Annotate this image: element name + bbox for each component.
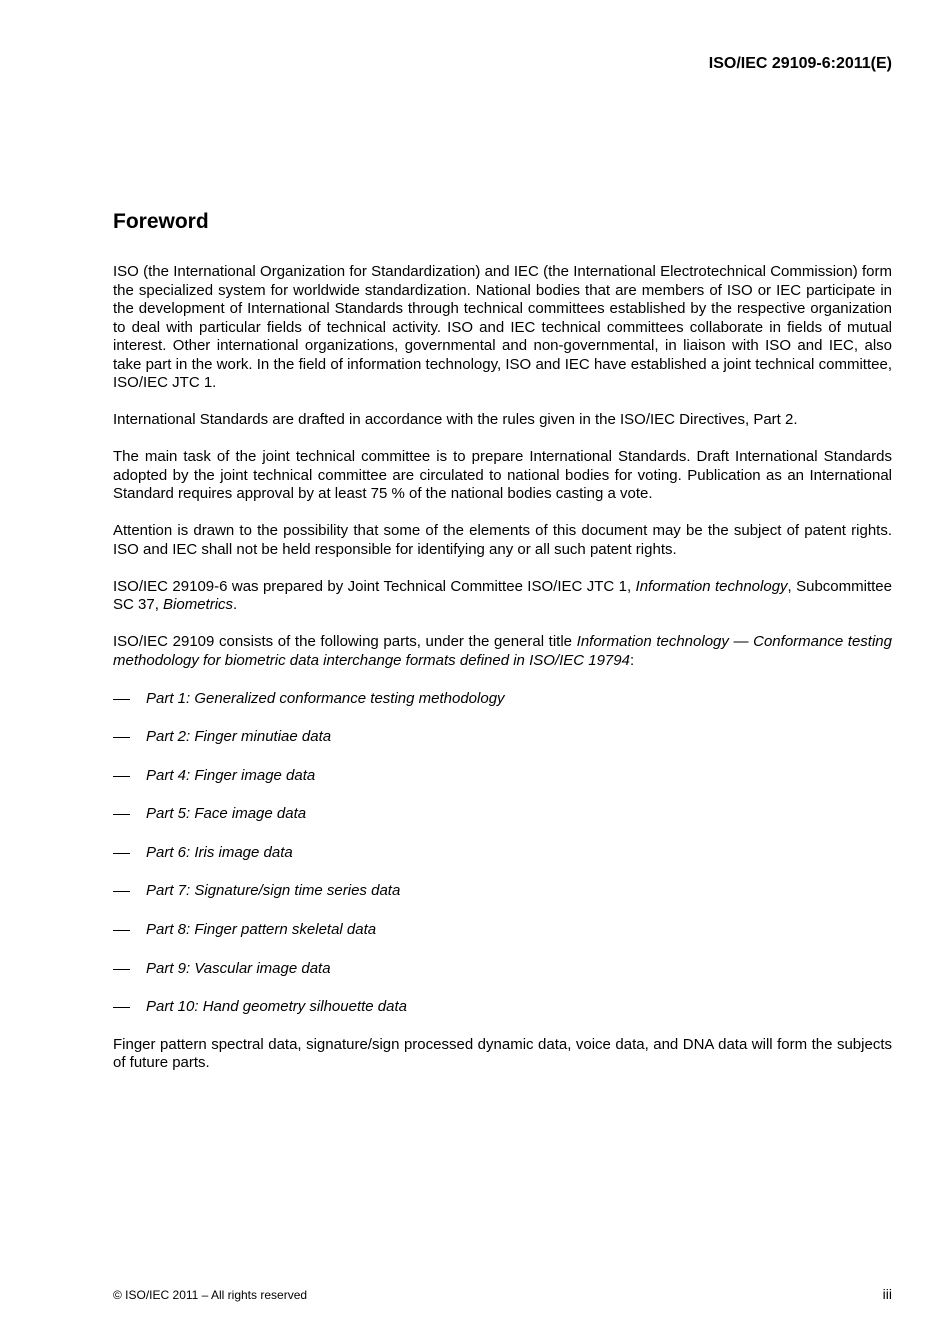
colon-text: : [629,651,635,669]
dash-icon [113,853,130,854]
dash-icon [113,699,130,700]
parts-intro-text: ISO/IEC 29109 consists of the following parts, under the general title [113,633,577,650]
dash-icon [113,891,130,892]
subcommittee-text: , Subcommittee SC 37, [113,577,892,613]
list-item: Part 6: Iris image data [113,843,892,863]
committee-title: Information technology [635,577,788,595]
paragraph-future-parts: Finger pattern spectral data, signature/sign processed dynamic data, voice data, and DNA data will form the subjects of future parts. [113,1035,892,1072]
list-item: Part 4: Finger image data [113,766,892,786]
dash-icon [113,1007,130,1008]
list-item: Part 10: Hand geometry silhouette data [113,997,892,1017]
page-title: Foreword [113,210,209,233]
subcommittee-title: Biometrics [163,596,234,613]
paragraph-prepared-by [113,578,892,615]
paragraph-organizations: ISO (the International Organization for Standardization) and IEC (the International Electrotechnical Commission) form the specialized system for worldwide standardization. National bodies that are members of ISO or IEC participate in the development of International Standards through technical committees established by the respective organization to deal with particular fields of technical activity. ISO and IEC technical committees collaborate in fields of mutual interest. Other international organizations, governmental and non-governmental, in liaison with ISO and IEC, also take part in the work. In the field of information technology, ISO and IEC have established a joint technical committee, ISO/IEC JTC 1. [113,263,892,391]
paragraph-parts-intro [113,633,892,670]
period-text: . [233,596,238,613]
dash-icon [113,776,130,777]
dash-icon [113,930,130,931]
foreword-section [113,208,892,1091]
paragraph-directives: International Standards are drafted in accordance with the rules given in the ISO/IEC Directives, Part 2. [113,411,798,428]
list-item: Part 9: Vascular image data [113,959,892,979]
dash-icon [113,814,130,815]
list-item: Part 5: Face image data [113,804,892,824]
list-item: Part 1: Generalized conformance testing methodology [113,689,892,709]
page-number: iii [882,1286,892,1302]
dash-icon [113,969,130,970]
prepared-by-text: ISO/IEC 29109-6 was prepared by Joint Technical Committee ISO/IEC JTC 1, [113,577,636,595]
dash-icon [113,737,130,738]
general-title: Information technology — Conformance testing methodology for biometric data interchange formats defined in ISO/IEC 19794 [113,633,892,669]
parts-list [113,689,892,1018]
list-item: Part 8: Finger pattern skeletal data [113,920,892,940]
document-reference: ISO/IEC 29109-6:2011(E) [708,55,892,72]
list-item: Part 7: Signature/sign time series data [113,881,892,901]
list-item: Part 2: Finger minutiae data [113,727,892,747]
paragraph-main-task: The main task of the joint technical committee is to prepare International Standards. Draft International Standards adopted by the joint technical committee are circulated to national bodies for voting. Publication as an International Standard requires approval by at least 75 % of the national bodies casting a vote. [113,448,892,502]
paragraph-patent-rights: Attention is drawn to the possibility that some of the elements of this document may be the subject of patent rights. ISO and IEC shall not be held responsible for identifying any or all such patent rights. [113,522,892,558]
copyright-notice: © ISO/IEC 2011 – All rights reserved [113,1288,308,1302]
